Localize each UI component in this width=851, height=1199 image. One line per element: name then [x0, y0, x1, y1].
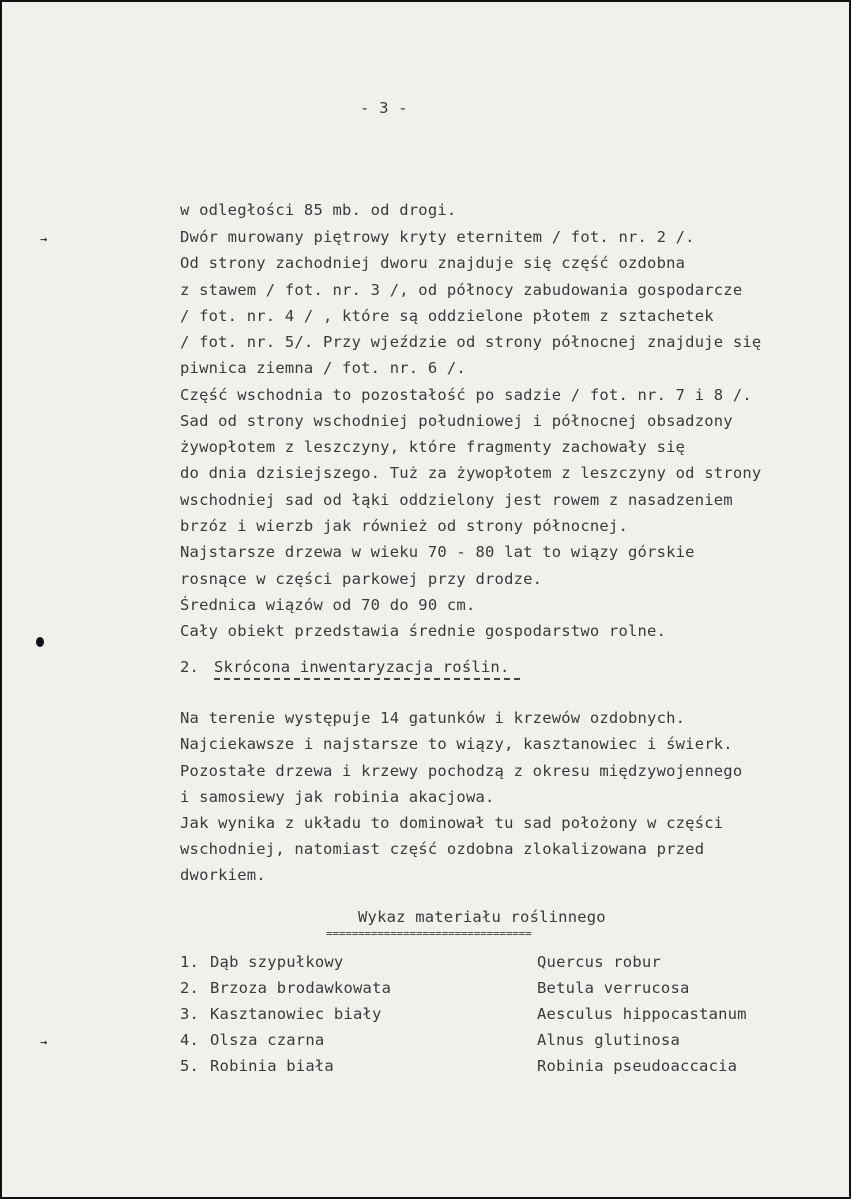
list-title: Wykaz materiału roślinnego: [358, 908, 606, 926]
text-line: i samosiewy jak robinia akacjowa.: [180, 788, 495, 806]
list-item-polish-name: Kasztanowiec biały: [210, 1005, 382, 1023]
text-line: / fot. nr. 5/. Przy wjeździe od strony północnej znajduje się: [180, 333, 762, 351]
list-item-latin-name: Aesculus hippocastanum: [537, 1005, 747, 1023]
text-line: Od strony zachodniej dworu znajduje się część ozdobna: [180, 254, 686, 272]
list-item-number: 3.: [180, 1005, 200, 1023]
punch-hole-mark: [36, 637, 44, 647]
list-item-polish-name: Robinia biała: [210, 1057, 334, 1075]
list-item-latin-name: Quercus robur: [537, 953, 661, 971]
list-item-polish-name: Olsza czarna: [210, 1031, 325, 1049]
list-item-number: 1.: [180, 953, 200, 971]
list-item-latin-name: Betula verrucosa: [537, 979, 690, 997]
text-line: do dnia dzisiejszego. Tuż za żywopłotem z leszczyny od strony: [180, 464, 762, 482]
text-line: żywopłotem z leszczyny, które fragmenty zachowały się: [180, 438, 686, 456]
text-line: Najciekawsze i najstarsze to wiązy, kasztanowiec i świerk.: [180, 735, 733, 753]
list-item-latin-name: Robinia pseudoaccacia: [537, 1057, 738, 1075]
text-line: brzóz i wierzb jak również od strony północnej.: [180, 517, 628, 535]
text-line: Pozostałe drzewa i krzewy pochodzą z okresu międzywojennego: [180, 762, 743, 780]
text-line: rosnące w części parkowej przy drodze.: [180, 570, 543, 588]
list-title-underline: ================================: [326, 927, 532, 940]
text-line: z stawem / fot. nr. 3 /, od północy zabudowania gospodarcze: [180, 281, 743, 299]
margin-mark: →: [40, 232, 48, 246]
text-line: piwnica ziemna / fot. nr. 6 /.: [180, 359, 466, 377]
text-line: / fot. nr. 4 / , które są oddzielone płotem z sztachetek: [180, 307, 714, 325]
text-line: wschodniej sad od łąki oddzielony jest rowem z nasadzeniem: [180, 491, 733, 509]
text-line: Dwór murowany piętrowy kryty eternitem / fot. nr. 2 /.: [180, 228, 695, 246]
section-title-underline: [214, 678, 520, 680]
list-item-latin-name: Alnus glutinosa: [537, 1031, 680, 1049]
page-number: - 3 -: [360, 99, 408, 117]
list-item-number: 2.: [180, 979, 200, 997]
text-line: Średnica wiązów od 70 do 90 cm.: [180, 596, 476, 614]
list-item-number: 5.: [180, 1057, 200, 1075]
text-line: wschodniej, natomiast część ozdobna zlokalizowana przed: [180, 840, 705, 858]
text-line: Jak wynika z układu to dominował tu sad położony w części: [180, 814, 724, 832]
list-item-polish-name: Brzoza brodawkowata: [210, 979, 392, 997]
text-line: dworkiem.: [180, 866, 266, 884]
text-line: Na terenie występuje 14 gatunków i krzewów ozdobnych.: [180, 709, 686, 727]
text-line: w odległości 85 mb. od drogi.: [180, 201, 457, 219]
text-line: Część wschodnia to pozostałość po sadzie / fot. nr. 7 i 8 /.: [180, 386, 752, 404]
list-item-polish-name: Dąb szypułkowy: [210, 953, 344, 971]
text-line: Sad od strony wschodniej południowej i północnej obsadzony: [180, 412, 733, 430]
text-line: Cały obiekt przedstawia średnie gospodarstwo rolne.: [180, 622, 667, 640]
margin-mark: →: [40, 1035, 48, 1049]
text-line: Najstarsze drzewa w wieku 70 - 80 lat to wiązy górskie: [180, 543, 695, 561]
section-number: 2.: [180, 658, 200, 676]
list-item-number: 4.: [180, 1031, 200, 1049]
section-title: Skrócona inwentaryzacja roślin.: [214, 658, 510, 676]
